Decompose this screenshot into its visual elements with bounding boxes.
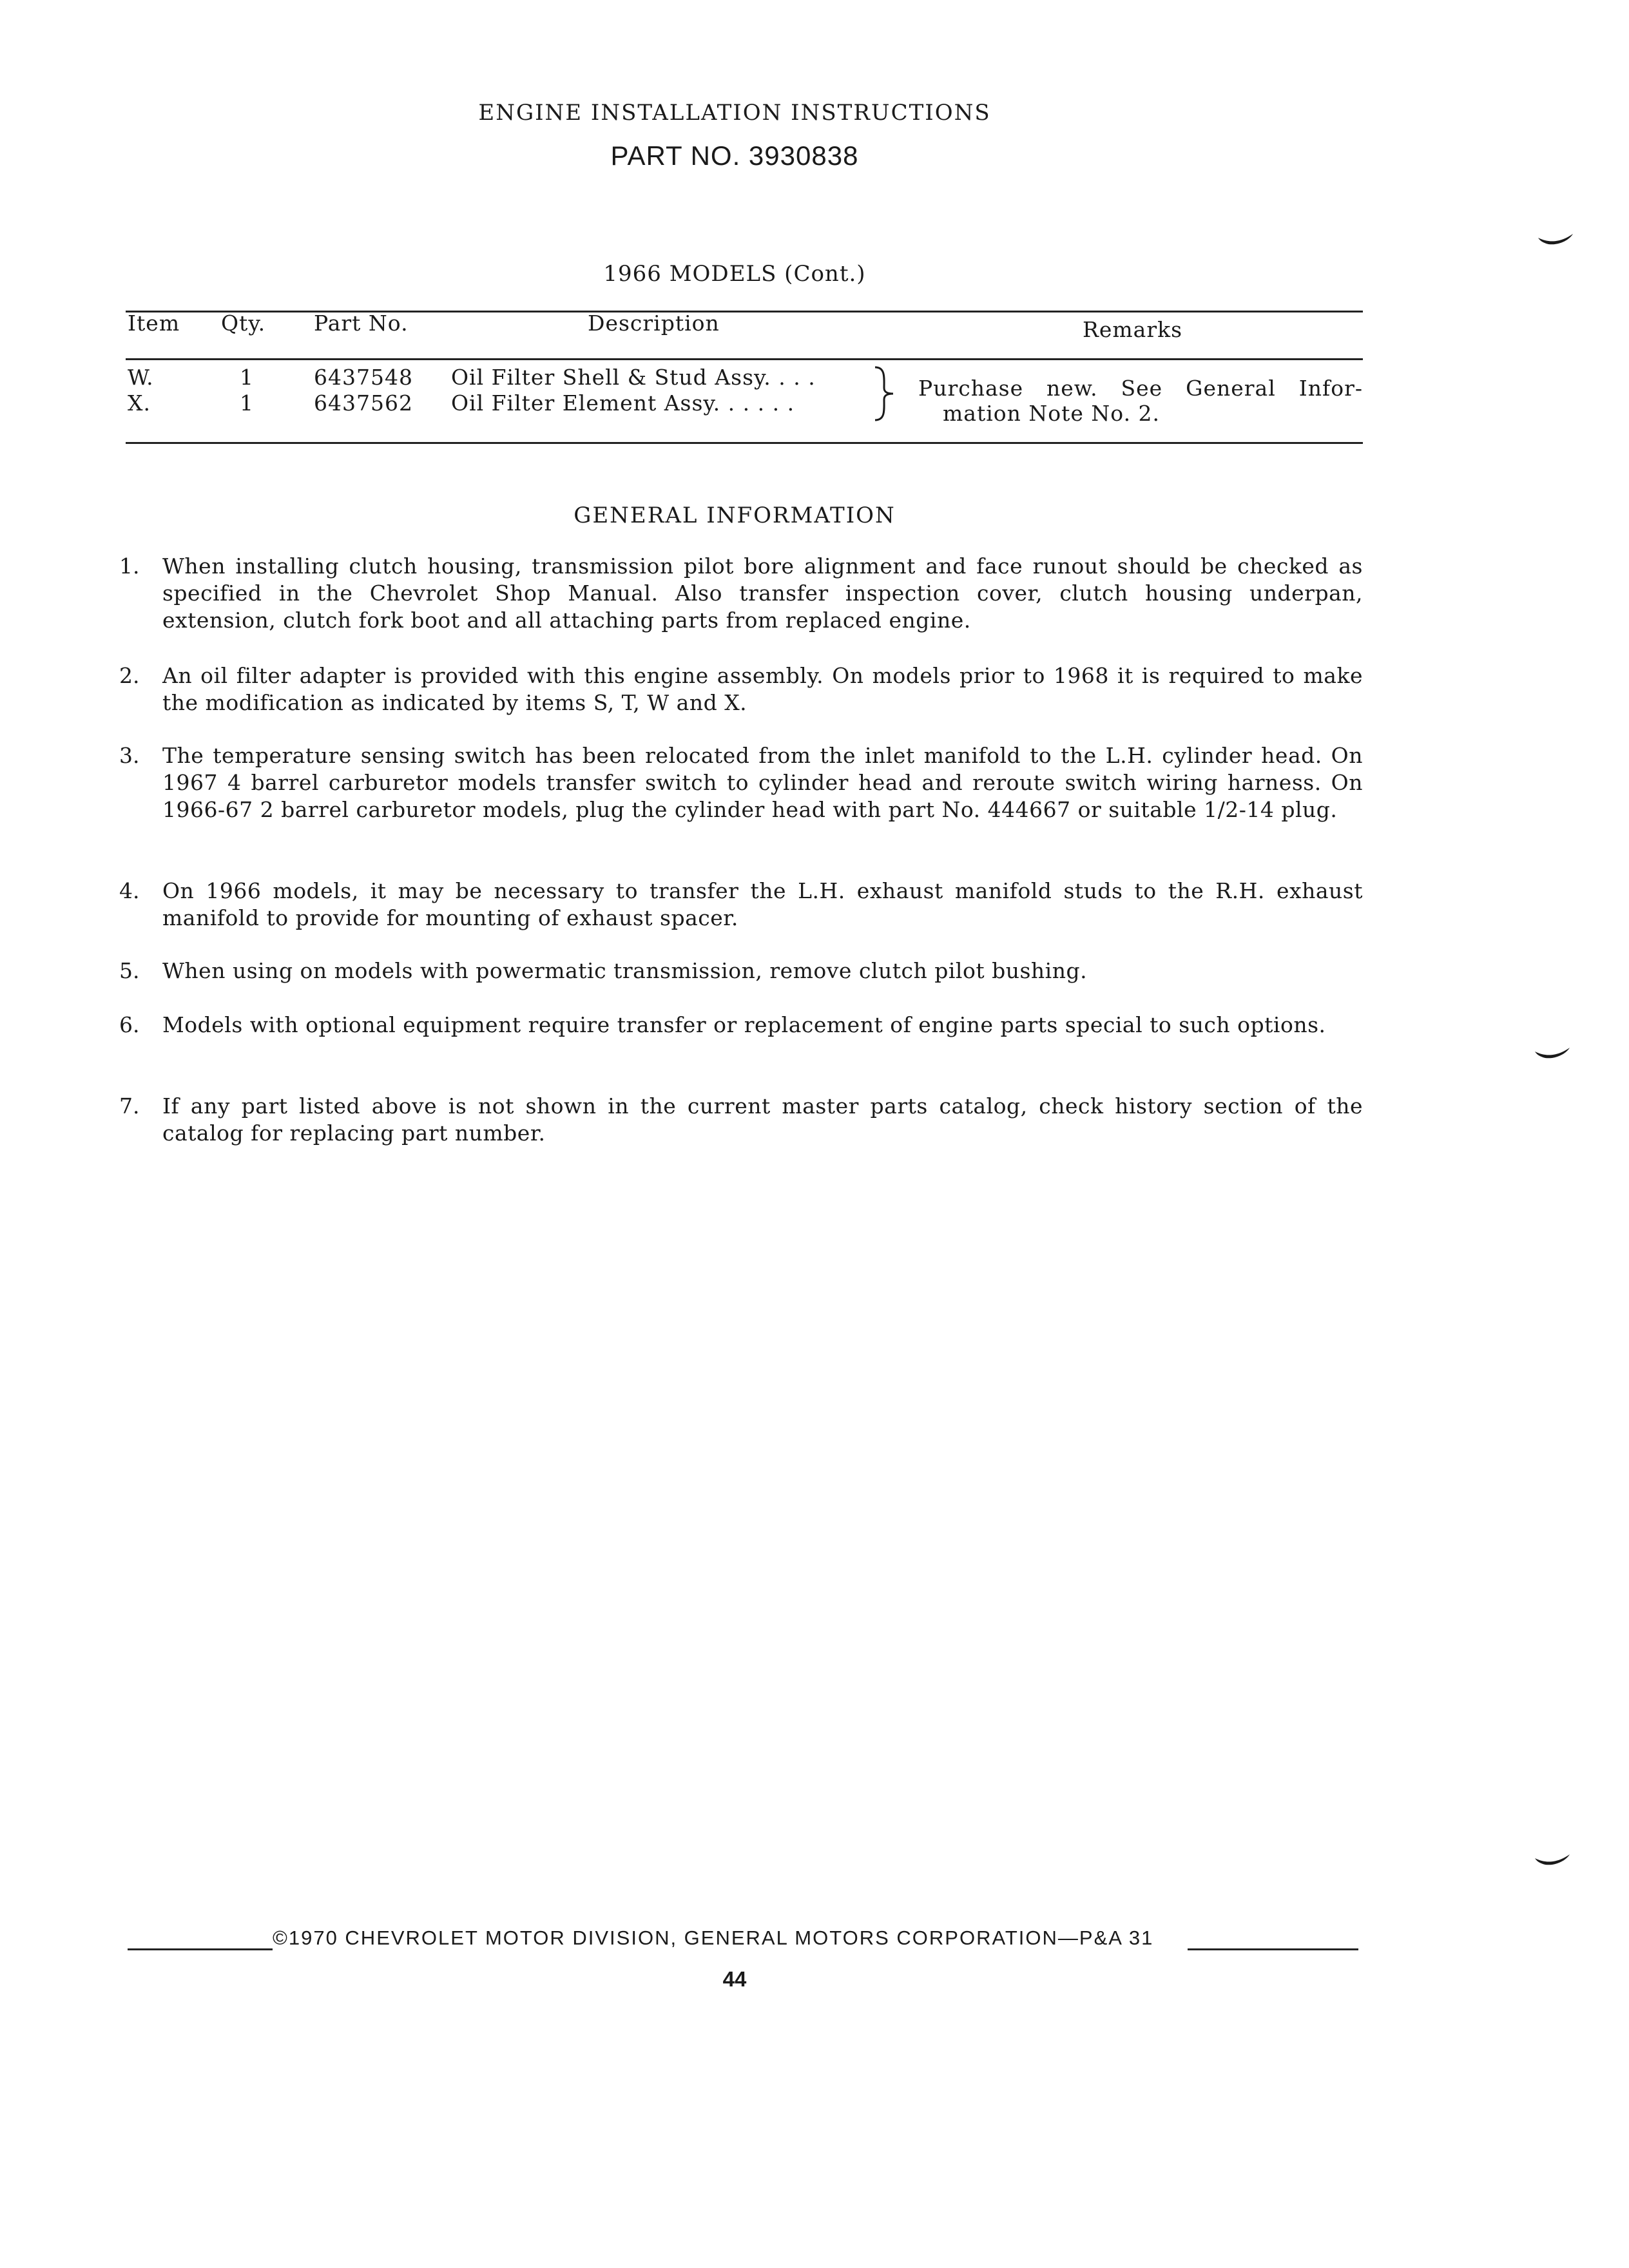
part-number-heading: PART NO. 3930838 — [610, 140, 859, 171]
table-caption: 1966 MODELS (Cont.) — [603, 261, 866, 287]
list-item — [119, 957, 1363, 985]
footer-rule-left — [128, 1948, 273, 1950]
note-number: 6. — [119, 1012, 140, 1037]
row-qty: 1 — [240, 365, 254, 390]
note-text: When installing clutch housing, transmission pilot bore alignment and face runout should be checked as specified in the Chevrolet Shop Manual. Also transfer inspection cover, clutch housing underpan, extension, clutch fork boot and all attaching parts from replaced engine. — [162, 553, 1363, 633]
note-number: 3. — [119, 743, 140, 768]
column-header-description: Description — [588, 311, 720, 336]
list-item — [119, 662, 1363, 716]
row-item: X. — [128, 390, 151, 416]
row-description: Oil Filter Shell & Stud Assy. . . . — [451, 365, 816, 390]
note-text: If any part listed above is not shown in the current master parts catalog, check history section of the catalog for replacing part number. — [162, 1093, 1363, 1146]
remarks-line-2: mation Note No. 2. — [943, 401, 1161, 426]
note-number: 7. — [119, 1093, 140, 1119]
row-qty: 1 — [240, 390, 254, 416]
binder-hole-mark-icon — [1534, 1043, 1571, 1062]
column-header-qty: Qty. — [221, 311, 266, 336]
row-description: Oil Filter Element Assy. . . . . . — [451, 390, 795, 416]
note-number: 1. — [119, 553, 140, 579]
footer-rule-right — [1188, 1948, 1358, 1950]
remarks-line-1: Purchase new. See General Infor- — [918, 376, 1363, 401]
list-item — [119, 553, 1363, 634]
note-text: Models with optional equipment require transfer or replacement of engine parts special to such options. — [162, 1012, 1326, 1037]
column-header-part-no: Part No. — [314, 311, 409, 336]
row-part-no: 6437562 — [314, 390, 413, 416]
note-text: When using on models with powermatic transmission, remove clutch pilot bushing. — [162, 958, 1088, 983]
footer-copyright: ©1970 CHEVROLET MOTOR DIVISION, GENERAL MOTORS CORPORATION—P&A 31 — [273, 1927, 1154, 1949]
column-header-remarks: Remarks — [1083, 317, 1183, 342]
binder-hole-mark-icon — [1534, 1849, 1571, 1869]
column-header-item: Item — [128, 311, 180, 336]
list-item — [119, 1012, 1363, 1039]
note-number: 5. — [119, 958, 140, 983]
general-information-title: GENERAL INFORMATION — [574, 503, 896, 528]
grouping-brace — [871, 365, 897, 423]
list-item — [119, 1093, 1363, 1147]
note-number: 4. — [119, 878, 140, 903]
row-item: W. — [128, 365, 154, 390]
document-title: ENGINE INSTALLATION INSTRUCTIONS — [478, 100, 991, 126]
page-number: 44 — [722, 1967, 747, 1991]
note-number: 2. — [119, 663, 140, 688]
table-bottom-rule — [126, 442, 1363, 444]
note-text: On 1966 models, it may be necessary to transfer the L.H. exhaust manifold studs to the R.H. exhaust manifold to provide for mounting of exhaust spacer. — [162, 878, 1363, 930]
table-top-rule — [126, 311, 1363, 312]
note-text: The temperature sensing switch has been relocated from the inlet manifold to the L.H. cylinder head. On 1967 4 barrel carburetor models transfer switch to cylinder head and reroute switch wiring harness. On 1966-67 2 barrel carburetor models, plug the cylinder head with part No. 444667 or suitable 1/2-14 plug. — [162, 743, 1363, 822]
table-header-rule — [126, 358, 1363, 360]
list-item — [119, 742, 1363, 823]
row-part-no: 6437548 — [314, 365, 413, 390]
binder-hole-mark-icon — [1537, 229, 1574, 248]
list-item — [119, 878, 1363, 932]
note-text: An oil filter adapter is provided with this engine assembly. On models prior to 1968 it is required to make the modification as indicated by items S, T, W and X. — [162, 663, 1363, 715]
